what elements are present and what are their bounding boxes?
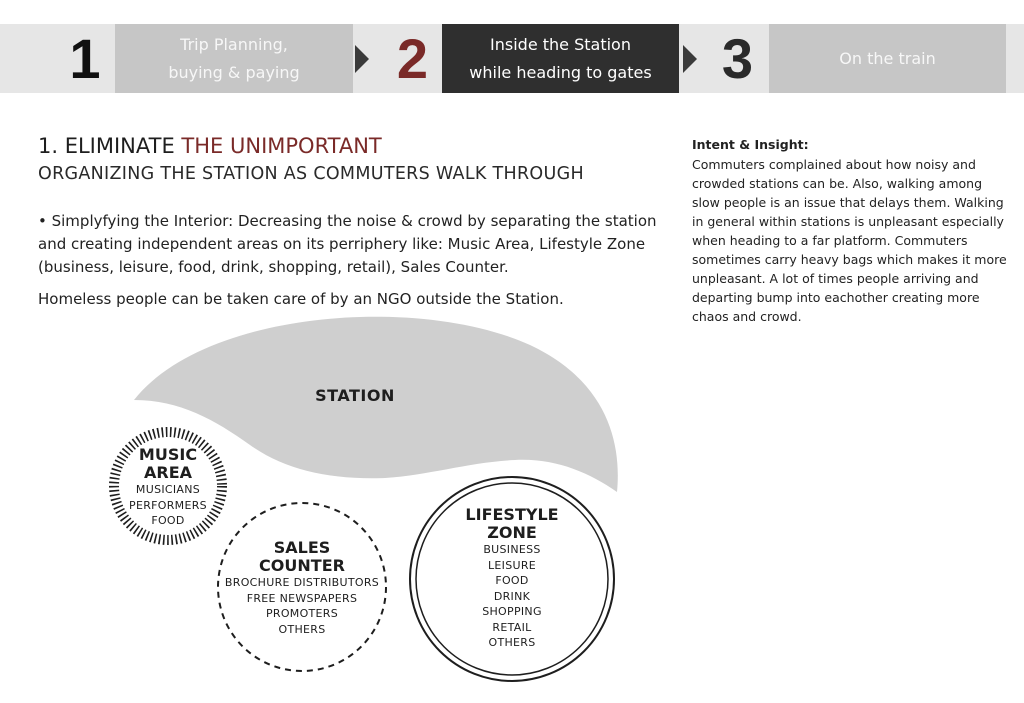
heading-accent: THE UNIMPORTANT [181, 134, 382, 158]
insight-title: Intent & Insight: [692, 137, 809, 152]
music-item: PERFORMERS [129, 498, 207, 512]
description-paragraph: • Simplyfying the Interior: Decreasing the noise & crowd by separating the station and creating independent areas on its perriphery like: Music Area, Lifestyle Zone (business, leisure, food, drink, shopping, retail), Sales Counter. [38, 212, 657, 276]
station-label: STATION [315, 386, 395, 405]
step-3-line1: On the train [839, 48, 936, 68]
insight-body: Commuters complained about how noisy and crowded stations can be. Also, walking among slow people is an issue that delays them. Walking in general within stations is unpleasant especially when heading to a far platform. Commuters sometimes carry heavy bags which makes it more unpleasant. A lot of times people arriving and departing bump into eachother creating more chaos and crowd. [692, 157, 1007, 324]
sales-item: OTHERS [278, 622, 326, 636]
music-title-line2: AREA [143, 463, 192, 482]
lifestyle-title-line1: LIFESTYLE [465, 505, 559, 524]
music-title-line1: MUSIC [138, 445, 198, 464]
lifestyle-item: BUSINESS [483, 543, 541, 556]
step-1-line1: Trip Planning, [180, 34, 288, 54]
lifestyle-item: SHOPPING [482, 605, 542, 618]
sales-counter-label [222, 539, 382, 637]
heading-prefix: 1. ELIMINATE [38, 134, 175, 158]
lifestyle-item: OTHERS [488, 636, 536, 649]
lifestyle-item: LEISURE [487, 558, 537, 572]
step-2-line2: while heading to gates [469, 62, 652, 82]
step-3-number: 3 [721, 27, 754, 90]
step-2-number: 2 [396, 27, 429, 90]
music-item: MUSICIANS [135, 483, 201, 496]
lifestyle-zone-label [447, 506, 577, 651]
lifestyle-item: FOOD [495, 574, 529, 587]
sales-item: BROCHURE DISTRIBUTORS [224, 576, 380, 589]
sales-item: FREE NEWSPAPERS [246, 591, 358, 605]
music-item: FOOD [151, 514, 185, 527]
sales-title-line2: COUNTER [259, 556, 345, 575]
lifestyle-item: RETAIL [492, 620, 532, 634]
sales-title-line1: SALES [273, 538, 331, 557]
lifestyle-title-line2: ZONE [487, 523, 537, 542]
music-area-label [118, 446, 218, 529]
lifestyle-item: DRINK [493, 589, 531, 603]
step-1-number: 1 [69, 27, 101, 90]
step-2-line1: Inside the Station [490, 34, 631, 54]
section-subheading: ORGANIZING THE STATION AS COMMUTERS WALK THROUGH [38, 164, 584, 184]
homeless-note: Homeless people can be taken care of by an NGO outside the Station. [38, 290, 564, 308]
sales-item: PROMOTERS [265, 607, 339, 620]
step-1-line2: buying & paying [168, 62, 300, 82]
